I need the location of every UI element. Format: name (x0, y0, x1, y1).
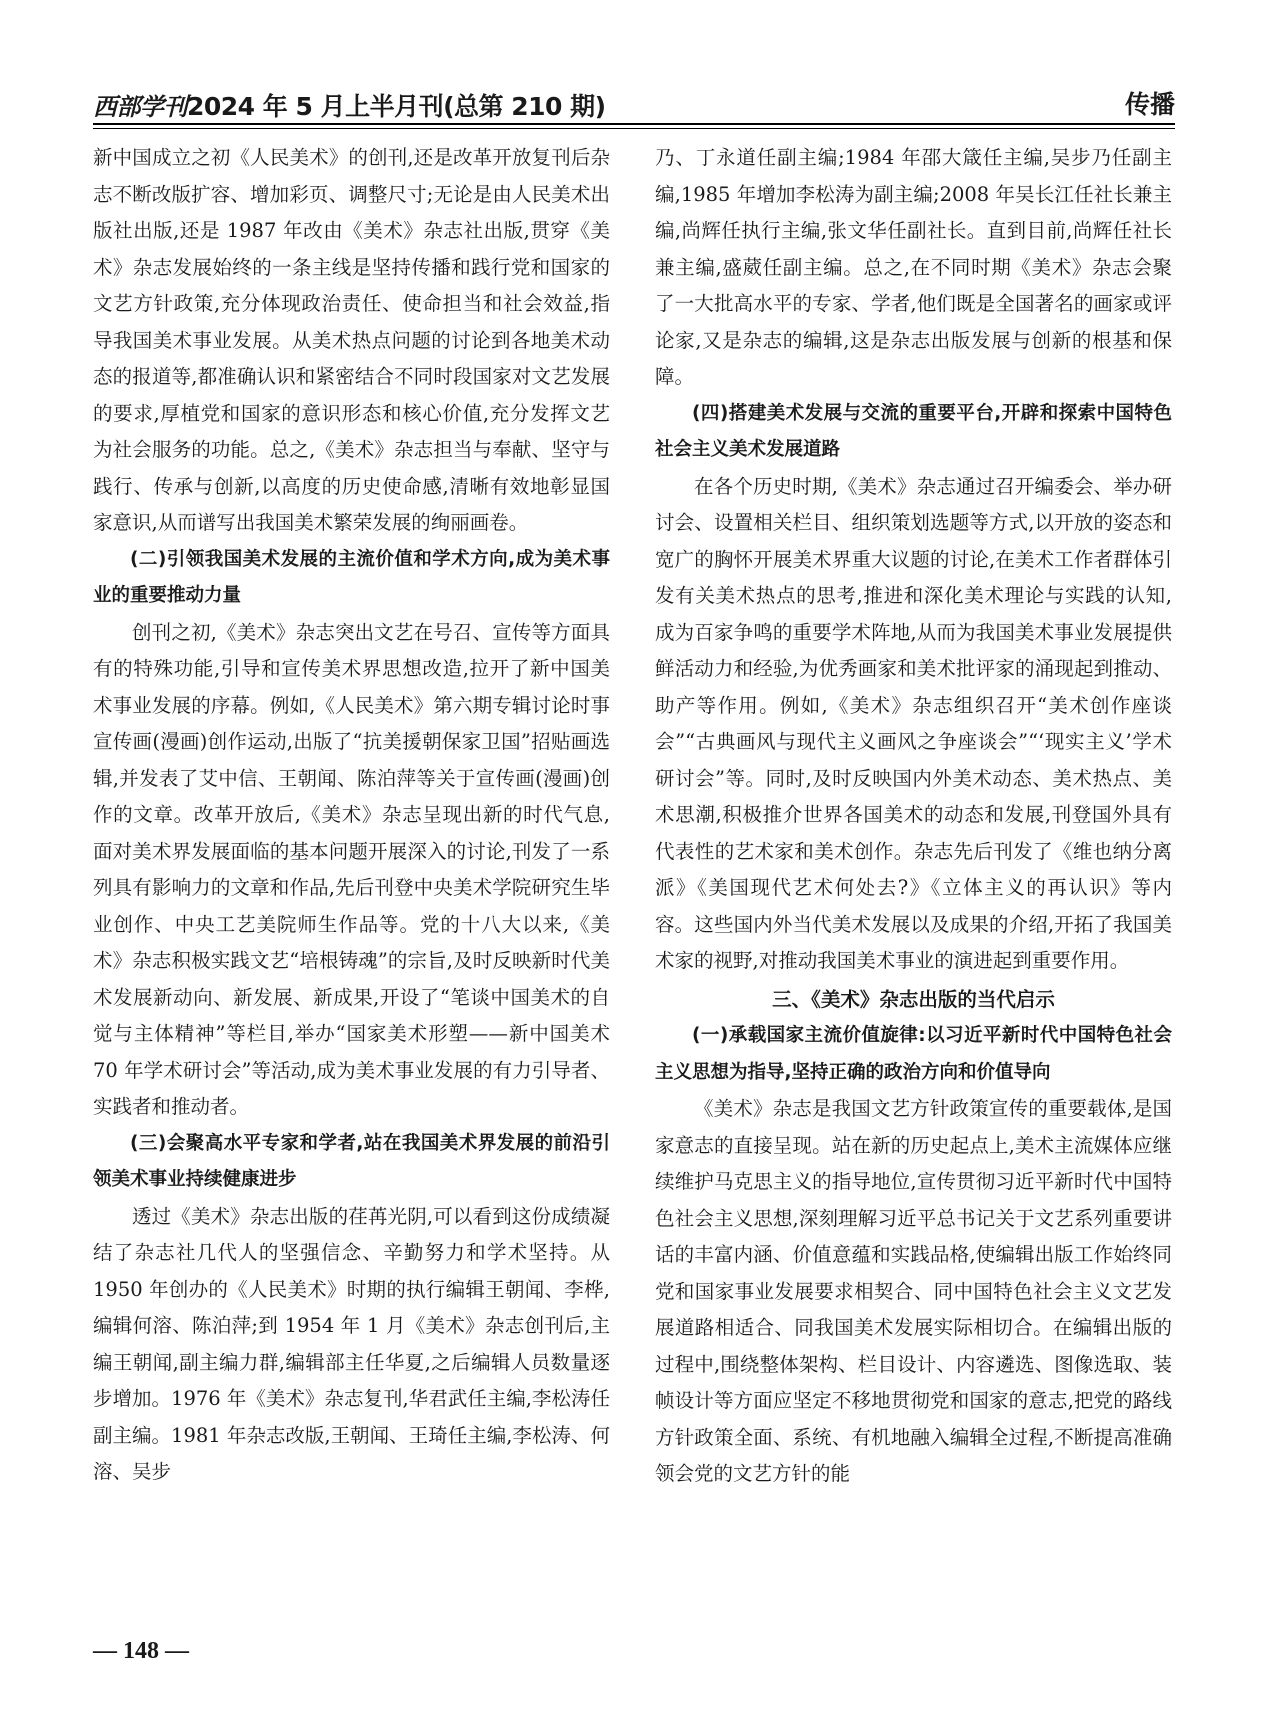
paragraph: 《美术》杂志是我国文艺方针政策宣传的重要载体,是国家意志的直接呈现。站在新的历史起点上,美术主流媒体应继续维护马克思主义的指导地位,宣传贯彻习近平新时代中国特色社会主义思想,深刻理解习近平总书记关于文艺系列重要讲话的丰富内涵、价值意蕴和实践品格,使编辑出版工作始终同党和国家事业发展要求相契合、同中国特色社会主义文艺发展道路相适合、同我国美术发展实际相切合。在编辑出版的过程中,围绕整体架构、栏目设计、内容遴选、图像选取、装帧设计等方面应坚定不移地贯彻党和国家的意志,把党的路线方针政策全面、系统、有机地融入编辑全过程,不断提高准确领会党的文艺方针的能 (655, 1097, 1172, 1485)
paragraph: 在各个历史时期,《美术》杂志通过召开编委会、举办研讨会、设置相关栏目、组织策划选题等方式,以开放的姿态和宽广的胸怀开展美术界重大议题的讨论,在美术工作者群体引发有关美术热点的思考,推进和深化美术理论与实践的认知,成为百家争鸣的重要学术阵地,从而为我国美术事业发展提供鲜活动力和经验,为优秀画家和美术批评家的涌现起到推动、助产等作用。例如,《美术》杂志组织召开“美术创作座谈会”“古典画风与现代主义画风之争座谈会”“‘现实主义’学术研讨会”等。同时,及时反映国内外美术动态、美术热点、美术思潮,积极推介世界各国美术的动态和发展,刊登国外具有代表性的艺术家和美术创作。杂志先后刊发了《维也纳分离派》《美国现代艺术何处去?》《立体主义的再认识》等内容。这些国内外当代美术发展以及成果的介绍,开拓了我国美术家的视野,对推动我国美术事业的演进起到重要作用。 (655, 474, 1172, 972)
subsection-heading: (一)承载国家主流价值旋律:以习近平新时代中国特色社会主义思想为指导,坚持正确的政治方向和价值导向 (655, 1025, 1172, 1083)
page-header (93, 83, 1175, 123)
journal-logo: 西部学刊 (93, 92, 187, 121)
subsection-heading: (三)会聚高水平专家和学者,站在我国美术界发展的前沿引领美术事业持续健康进步 (93, 1132, 610, 1190)
header-rule-thick (93, 123, 1175, 125)
paragraph: 乃、丁永道任副主编;1984 年邵大箴任主编,吴步乃任副主编,1985 年增加李松涛为副主编;2008 年吴长江任社长兼主编,尚辉任执行主编,张文华任副社长。直到目前,尚辉任社长兼主编,盛葳任副主编。总之,在不同时期《美术》杂志会聚了一大批高水平的专家、学者,他们既是全国著名的画家或评论家,又是杂志的编辑,这是杂志出版发展与创新的根基和保障。 (655, 146, 1172, 388)
page-number: — 148 — (93, 1638, 189, 1664)
section-heading: 三、《美术》杂志出版的当代启示 (772, 987, 1055, 1011)
subsection-heading: (四)搭建美术发展与交流的重要平台,开辟和探索中国特色社会主义美术发展道路 (655, 402, 1172, 460)
paragraph: 透过《美术》杂志出版的荏苒光阴,可以看到这份成绩凝结了杂志社几代人的坚强信念、辛勤努力和学术坚持。从 1950 年创办的《人民美术》时期的执行编辑王朝闻、李桦,编辑何溶、陈泊萍;到 1954 年 1 月《美术》杂志创刊后,主编王朝闻,副主编力群,编辑部主任华夏,之后编辑人员数量逐步增加。1976 年《美术》杂志复刊,华君武任主编,李松涛任副主编。1981 年杂志改版,王朝闻、王琦任主编,李松涛、何溶、吴步 (93, 1204, 610, 1483)
header-rule-thin (93, 128, 1175, 129)
paragraph: 新中国成立之初《人民美术》的创刊,还是改革开放复刊后杂志不断改版扩容、增加彩页、调整尺寸;无论是由人民美术出版社出版,还是 1987 年改由《美术》杂志社出版,贯穿《美术》杂志发展始终的一条主线是坚持传播和践行党和国家的文艺方针政策,充分体现政治责任、使命担当和社会效益,指导我国美术事业发展。从美术热点问题的讨论到各地美术动态的报道等,都准确认识和紧密结合不同时段国家对文艺发展的要求,厚植党和国家的意识形态和核心价值,充分发挥文艺为社会服务的功能。总之,《美术》杂志担当与奉献、坚守与践行、传承与创新,以高度的历史使命感,清晰有效地彰显国家意识,从而谱写出我国美术繁荣发展的绚丽画卷。 (93, 146, 610, 534)
paragraph: 创刊之初,《美术》杂志突出文艺在号召、宣传等方面具有的特殊功能,引导和宣传美术界思想改造,拉开了新中国美术事业发展的序幕。例如,《人民美术》第六期专辑讨论时事宣传画(漫画)创作运动,出版了“抗美援朝保家卫国”招贴画选辑,并发表了艾中信、王朝闻、陈泊萍等关于宣传画(漫画)创作的文章。改革开放后,《美术》杂志呈现出新的时代气息,面对美术界发展面临的基本问题开展深入的讨论,刊发了一系列具有影响力的文章和作品,先后刊登中央美术学院研究生毕业创作、中央工艺美院师生作品等。党的十八大以来,《美术》杂志积极实践文艺“培根铸魂”的宗旨,及时反映新时代美术发展新动向、新发展、新成果,开设了“笔谈中国美术的自觉与主体精神”等栏目,举办“国家美术形塑——新中国美术 70 年学术研讨会”等活动,成为美术事业发展的有力引导者、实践者和推动者。 (93, 620, 610, 1118)
issue-info: 2024 年 5 月上半月刊(总第 210 期) (187, 92, 606, 121)
subsection-heading: (二)引领我国美术发展的主流价值和学术方向,成为美术事业的重要推动力量 (93, 548, 610, 606)
right-column (655, 140, 1172, 1493)
section-label: 传播 (1124, 90, 1175, 119)
left-column (93, 140, 610, 1491)
journal-issue (93, 87, 606, 123)
